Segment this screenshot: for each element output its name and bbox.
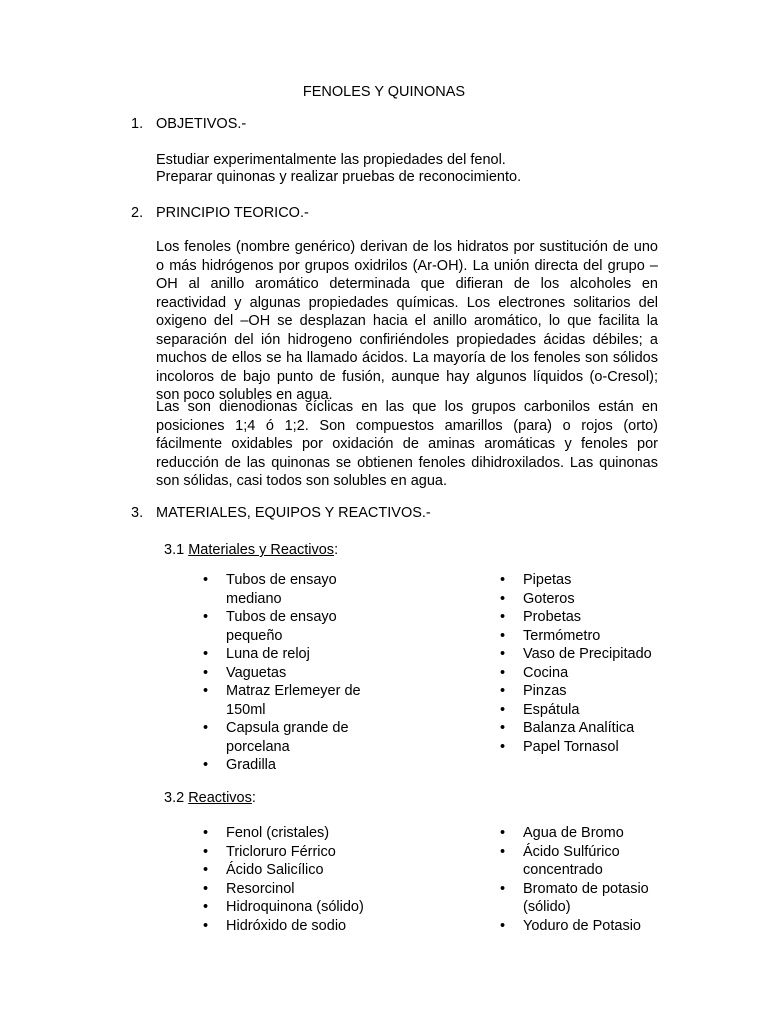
list-item: • Resorcinol [203, 880, 403, 899]
section-1-heading: OBJETIVOS.- [156, 116, 247, 132]
subsection-3-2-number: 3.2 [164, 790, 185, 806]
list-item: • Goteros [500, 590, 700, 609]
subsection-3-2-heading [164, 789, 256, 808]
list-item: • Tubos de ensayo pequeño [203, 608, 368, 645]
list-item: • Fenol (cristales) [203, 824, 403, 843]
subsection-3-1-colon: : [334, 542, 339, 558]
materials-list-left [203, 571, 368, 775]
list-item: • Yoduro de Potasio [500, 917, 665, 936]
section-3-number: 3. [131, 505, 144, 521]
list-item: • Espátula [500, 701, 700, 720]
list-item: • Cocina [500, 664, 700, 683]
list-item: • Gradilla [203, 756, 368, 775]
section-2-number: 2. [131, 205, 144, 221]
list-item: • Pipetas [500, 571, 700, 590]
list-item: • Hidroquinona (sólido) [203, 898, 403, 917]
subsection-3-2-colon: : [251, 790, 256, 806]
list-item: • Luna de reloj [203, 645, 368, 664]
objective-line-2: Preparar quinonas y realizar pruebas de reconocimiento. [156, 169, 522, 185]
reagents-list-left [203, 824, 403, 935]
list-item: • Tubos de ensayo mediano [203, 571, 368, 608]
list-item: • Termómetro [500, 627, 700, 646]
reagents-list-right [500, 824, 665, 935]
section-3-heading: MATERIALES, EQUIPOS Y REACTIVOS.- [156, 505, 431, 521]
subsection-3-1-heading [164, 541, 338, 560]
list-item: • Ácido Salicílico [203, 861, 403, 880]
list-item: • Vaguetas [203, 664, 368, 683]
subsection-3-2-label: Reactivos [188, 790, 252, 806]
theory-paragraph-1: Los fenoles (nombre genérico) derivan de los hidratos por sustitución de uno o más hidrógenos por grupos oxidrilos (Ar-OH). La unión directa del grupo –OH al anillo aromático determinada que difieran de los alcoholes en reactividad y algunas propiedades químicas. Los electrones solitarios del oxigeno del –OH se desplazan hacia el anillo aromático, lo que facilita la separación del ión hidrogeno confiriéndoles propiedades ácidas débiles; a muchos de ellos se ha llamado ácidos. La mayoría de los fenoles son sólidos incoloros de bajo punto de fusión, aunque hay algunos líquidos (o-Cresol); son poco solubles en agua. [156, 239, 658, 403]
list-item: • Capsula grande de porcelana [203, 719, 368, 756]
list-item: • Papel Tornasol [500, 738, 700, 757]
list-item: • Vaso de Precipitado [500, 645, 700, 664]
section-1-number: 1. [131, 116, 144, 132]
list-item: • Balanza Analítica [500, 719, 700, 738]
list-item: • Bromato de potasio (sólido) [500, 880, 665, 917]
subsection-3-1-number: 3.1 [164, 542, 185, 558]
objective-line-1: Estudiar experimentalmente las propiedades del fenol. [156, 152, 506, 168]
document-title: FENOLES Y QUINONAS [302, 84, 466, 100]
list-item: • Probetas [500, 608, 700, 627]
list-item: • Tricloruro Férrico [203, 843, 403, 862]
materials-list-right [500, 571, 700, 756]
list-item: • Pinzas [500, 682, 700, 701]
theory-paragraph-2: Las son dienodionas cíclicas en las que los grupos carbonilos están en posiciones 1;4 ó 1;2. Son compuestos amarillos (para) o rojos (orto) fácilmente oxidables por oxidación de aminas aromáticas y fenoles por reducción de las quinonas se obtienen fenoles dihidroxilados. Las quinonas son sólidas, casi todos son solubles en agua. [156, 399, 658, 489]
list-item: • Hidróxido de sodio [203, 917, 403, 936]
subsection-3-1-label: Materiales y Reactivos [188, 542, 335, 558]
section-2-heading: PRINCIPIO TEORICO.- [156, 205, 309, 221]
list-item: • Ácido Sulfúrico concentrado [500, 843, 665, 880]
list-item: • Matraz Erlemeyer de 150ml [203, 682, 368, 719]
list-item: • Agua de Bromo [500, 824, 665, 843]
